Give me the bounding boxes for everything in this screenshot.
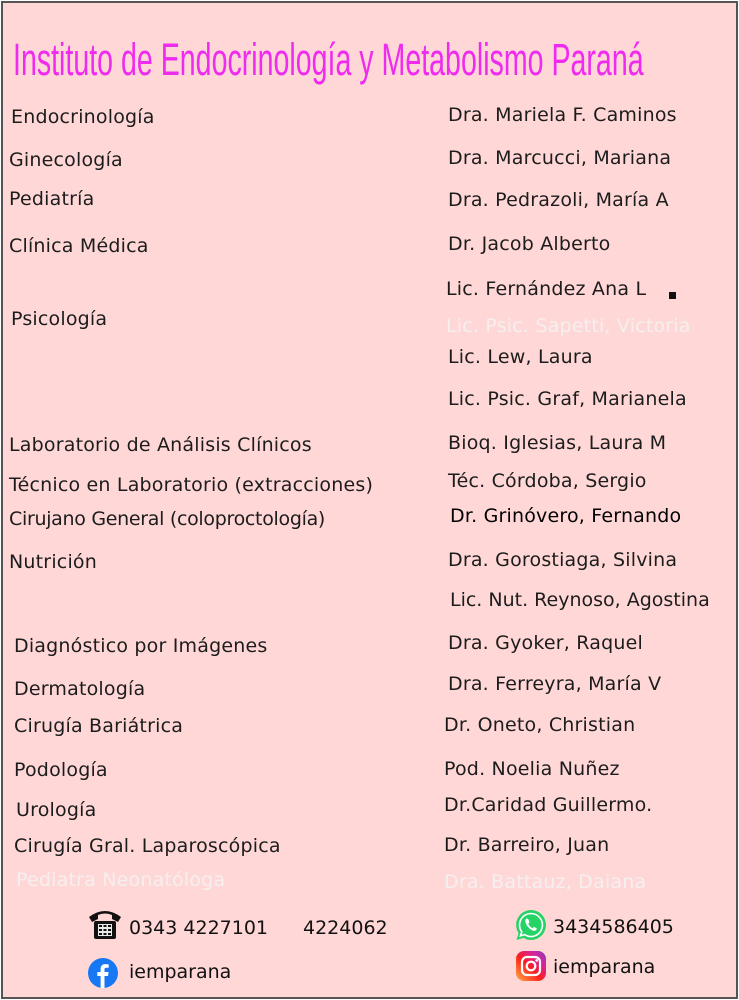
professional-graf: Lic. Psic. Graf, Marianela: [448, 388, 687, 410]
specialty-tecnico-laboratorio: Técnico en Laboratorio (extracciones): [9, 474, 374, 496]
professional-barreiro: Dr. Barreiro, Juan: [444, 834, 610, 856]
professional-reynoso: Lic. Nut. Reynoso, Agostina: [450, 589, 710, 611]
specialty-cirugia-laparoscopica: Cirugía Gral. Laparoscópica: [14, 835, 281, 857]
specialty-psicologia: Psicología: [11, 308, 108, 330]
professional-battauz: Dra. Battauz, Daiana: [444, 871, 647, 893]
phone-number-secondary[interactable]: 4224062: [303, 917, 388, 939]
phone-number-primary[interactable]: 0343 4227101: [129, 917, 269, 939]
professional-sapetti: Lic. Psic. Sapetti, Victoria: [446, 315, 691, 337]
professional-marcucci: Dra. Marcucci, Mariana: [448, 147, 672, 169]
bullet-mark: [669, 292, 676, 299]
directory-card: [1, 1, 738, 999]
facebook-icon[interactable]: [87, 957, 119, 989]
specialty-podologia: Podología: [14, 759, 108, 781]
specialty-pediatria: Pediatría: [9, 188, 95, 210]
instagram-icon[interactable]: [515, 950, 547, 982]
telephone-icon: [85, 903, 125, 941]
whatsapp-icon[interactable]: [514, 908, 548, 942]
specialty-pediatra-neonatologa: Pediatra Neonatóloga: [16, 869, 226, 891]
specialty-endocrinologia: Endocrinología: [11, 106, 155, 128]
professional-lew: Lic. Lew, Laura: [448, 346, 593, 368]
professional-caridad: Dr.Caridad Guillermo.: [444, 794, 653, 816]
specialty-clinica-medica: Clínica Médica: [9, 235, 149, 257]
facebook-handle[interactable]: iemparana: [129, 961, 232, 983]
specialty-urologia: Urología: [16, 799, 97, 821]
professional-grinovero: Dr. Grinóvero, Fernando: [450, 505, 682, 527]
professional-cordoba: Téc. Córdoba, Sergio: [448, 470, 647, 492]
professional-oneto: Dr. Oneto, Christian: [444, 714, 636, 736]
specialty-dermatologia: Dermatología: [14, 678, 146, 700]
professional-ferreyra: Dra. Ferreyra, María V: [448, 673, 662, 695]
professional-iglesias: Bioq. Iglesias, Laura M: [448, 432, 667, 454]
specialty-diagnostico-imagenes: Diagnóstico por Imágenes: [14, 635, 268, 657]
specialty-laboratorio: Laboratorio de Análisis Clínicos: [9, 434, 312, 456]
professional-fernandez: Lic. Fernández Ana L: [446, 278, 647, 300]
specialty-nutricion: Nutrición: [9, 551, 97, 573]
professional-nunez: Pod. Noelia Nuñez: [444, 758, 620, 780]
professional-caminos: Dra. Mariela F. Caminos: [448, 104, 677, 126]
professional-pedrazoli: Dra. Pedrazoli, María A: [448, 189, 669, 211]
professional-jacob: Dr. Jacob Alberto: [448, 233, 611, 255]
specialty-cirujano-general: Cirujano General (coloproctología): [9, 508, 326, 530]
whatsapp-number[interactable]: 3434586405: [553, 916, 674, 938]
professional-gorostiaga: Dra. Gorostiaga, Silvina: [448, 549, 678, 571]
specialty-cirugia-bariatrica: Cirugía Bariátrica: [14, 715, 184, 737]
institute-title: Instituto de Endocrinología y Metabolismo Paraná: [13, 34, 644, 85]
professional-gyoker: Dra. Gyoker, Raquel: [448, 632, 643, 654]
specialty-ginecologia: Ginecología: [9, 149, 123, 171]
instagram-handle[interactable]: iemparana: [553, 956, 656, 978]
